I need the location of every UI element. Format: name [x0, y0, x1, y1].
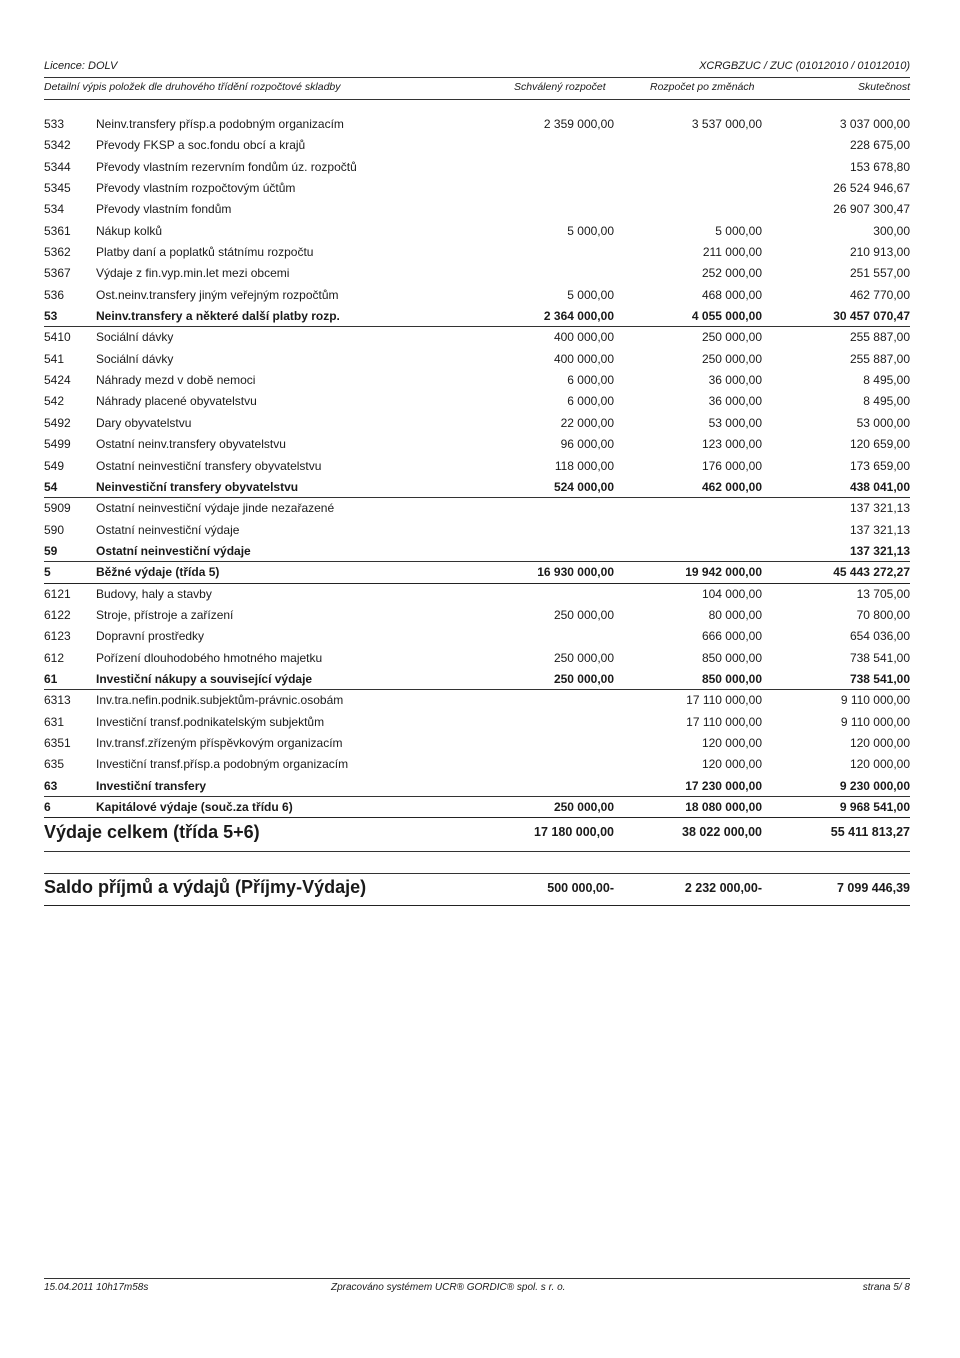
row-code: 6313: [44, 693, 71, 708]
row-name: Sociální dávky: [96, 330, 174, 345]
licence-label: Licence: DOLV: [44, 60, 118, 72]
row-name: Dary obyvatelstvu: [96, 415, 192, 430]
row-po-zmenach: 123 000,00: [701, 437, 762, 452]
row-schvaleny: 2 359 000,00: [543, 117, 614, 131]
row-name: Náhrady placené obyvatelstvu: [96, 394, 257, 409]
table-row: [44, 221, 910, 242]
row-skutecnost: 255 887,00: [849, 351, 910, 366]
row-po-zmenach: 17 230 000,00: [685, 778, 762, 793]
row-code: 5909: [44, 501, 71, 516]
row-name: Dopravní prostředky: [96, 629, 205, 644]
row-skutecnost: 228 675,00: [849, 138, 910, 153]
row-schvaleny: 16 930 000,00: [537, 565, 614, 580]
row-name: Ost.neinv.transfery jiným veřejným rozpočtům: [96, 287, 339, 302]
row-schvaleny: 250 000,00: [553, 607, 614, 622]
row-skutecnost: 45 443 272,27: [833, 565, 910, 580]
footer-timestamp: 15.04.2011 10h17m58s: [44, 1282, 149, 1293]
row-code: 549: [44, 458, 65, 473]
row-code: 541: [44, 351, 65, 366]
row-name: Ostatní neinvestiční transfery obyvatelstvu: [96, 458, 322, 473]
col-header-po-zmenach: Rozpočet po změnách: [650, 81, 755, 93]
row-name: Investiční transfery: [96, 778, 207, 793]
row-code: 5344: [44, 159, 71, 174]
row-code: 59: [44, 543, 58, 558]
row-skutecnost: 173 659,00: [849, 458, 910, 473]
table-row: [44, 797, 910, 818]
table-row: [44, 712, 910, 733]
row-code: 6351: [44, 735, 71, 750]
row-schvaleny: 250 000,00: [553, 671, 614, 686]
row-name: Neinv.transfery a některé další platby rozp.: [96, 309, 340, 324]
table-row: [44, 754, 910, 775]
report-header: [44, 60, 910, 76]
saldo-po-zmenach: 2 232 000,00-: [684, 881, 762, 895]
row-name: Platby daní a poplatků státnímu rozpočtu: [96, 245, 314, 260]
table-row: [44, 456, 910, 477]
row-name: Převody FKSP a soc.fondu obcí a krajů: [96, 138, 306, 153]
table-row: [44, 285, 910, 306]
row-name: Investiční nákupy a související výdaje: [96, 671, 313, 686]
row-schvaleny: 6 000,00: [567, 394, 614, 409]
row-code: 5367: [44, 266, 71, 281]
row-skutecnost: 8 495,00: [863, 373, 910, 388]
row-schvaleny: 5 000,00: [567, 223, 614, 238]
row-po-zmenach: 250 000,00: [701, 330, 762, 345]
row-code: 5499: [44, 437, 71, 452]
column-headers: [44, 81, 910, 97]
row-po-zmenach: 5 000,00: [715, 223, 762, 238]
row-name: Pořízení dlouhodobého hmotného majetku: [96, 650, 323, 665]
row-code: 53: [44, 309, 58, 324]
page-footer: [44, 1282, 910, 1296]
row-po-zmenach: 666 000,00: [701, 629, 762, 644]
row-name: Ostatní neinvestiční výdaje jinde nezařazené: [96, 501, 335, 516]
row-skutecnost: 9 110 000,00: [840, 693, 910, 708]
table-row: [44, 434, 910, 455]
row-skutecnost: 13 705,00: [856, 586, 910, 601]
row-name: Převody vlastním rozpočtovým účtům: [96, 181, 296, 196]
row-skutecnost: 120 000,00: [849, 757, 910, 772]
row-code: 631: [44, 714, 65, 729]
row-name: Nákup kolků: [96, 223, 163, 238]
row-po-zmenach: 850 000,00: [701, 650, 762, 665]
row-po-zmenach: 19 942 000,00: [685, 565, 762, 580]
row-name: Investiční transf.přísp.a podobným organizacím: [96, 757, 349, 772]
row-schvaleny: 250 000,00: [553, 650, 614, 665]
saldo-divider-bottom: [44, 905, 910, 906]
table-row: [44, 690, 910, 711]
row-name: Běžné výdaje (třída 5): [96, 565, 220, 580]
footer-system: Zpracováno systémem UCR® GORDIC® spol. s r. o.: [331, 1282, 566, 1293]
row-skutecnost: 3 037 000,00: [839, 117, 910, 131]
row-skutecnost: 26 524 946,67: [833, 181, 910, 196]
row-skutecnost: 137 321,13: [849, 501, 910, 516]
col-header-schvaleny: Schválený rozpočet: [514, 81, 606, 93]
row-name: Neinvestiční transfery obyvatelstvu: [96, 479, 299, 494]
header-divider: [44, 77, 910, 78]
row-skutecnost: 70 800,00: [856, 607, 910, 622]
row-po-zmenach: 3 537 000,00: [691, 117, 762, 131]
row-code: 5: [44, 565, 51, 580]
row-code: 6123: [44, 629, 71, 644]
row-name: Ostatní neinvestiční výdaje: [96, 543, 251, 558]
row-name: Náhrady mezd v době nemoci: [96, 373, 256, 388]
row-name: Kapitálové výdaje (souč.za třídu 6): [96, 800, 293, 814]
row-skutecnost: 137 321,13: [849, 522, 910, 537]
row-skutecnost: 120 000,00: [849, 735, 910, 750]
row-po-zmenach: 17 110 000,00: [686, 714, 762, 729]
row-name: Inv.tra.nefin.podnik.subjektům-právnic.osobám: [96, 693, 344, 708]
row-po-zmenach: 36 000,00: [708, 373, 762, 388]
row-po-zmenach: 211 000,00: [702, 245, 762, 260]
row-skutecnost: 251 557,00: [849, 266, 910, 281]
row-skutecnost: 9 230 000,00: [839, 778, 910, 793]
row-code: 533: [44, 117, 65, 131]
saldo-schvaleny: 500 000,00-: [547, 881, 614, 895]
row-skutecnost: 738 541,00: [849, 650, 910, 665]
table-row: [44, 498, 910, 519]
row-skutecnost: 53 000,00: [856, 415, 910, 430]
row-name: Převody vlastním rezervním fondům úz. rozpočtů: [96, 159, 357, 174]
row-name: Ostatní neinv.transfery obyvatelstvu: [96, 437, 286, 452]
table-row: [44, 733, 910, 754]
row-skutecnost: 120 659,00: [849, 437, 910, 452]
table-row: [44, 327, 910, 348]
table-row: [44, 541, 910, 562]
column-header-divider: [44, 99, 910, 100]
table-row: [44, 605, 910, 626]
col-header-skutecnost: Skutečnost: [858, 81, 910, 93]
total-po-zmenach: 38 022 000,00: [682, 825, 762, 839]
row-schvaleny: 118 000,00: [554, 458, 614, 473]
row-name: Inv.transf.zřízeným příspěvkovým organizacím: [96, 735, 343, 750]
row-po-zmenach: 4 055 000,00: [691, 309, 762, 324]
table-row: [44, 178, 910, 199]
saldo-row: [44, 877, 910, 903]
row-po-zmenach: 17 110 000,00: [686, 693, 762, 708]
row-po-zmenach: 104 000,00: [701, 586, 762, 601]
total-label: Výdaje celkem (třída 5+6): [44, 822, 260, 842]
saldo-skutecnost: 7 099 446,39: [837, 881, 910, 895]
row-code: 635: [44, 757, 65, 772]
table-row: [44, 626, 910, 647]
row-skutecnost: 210 913,00: [849, 245, 910, 260]
row-code: 6121: [44, 586, 71, 601]
table-row: [44, 157, 910, 178]
row-code: 542: [44, 394, 65, 409]
table-row: [44, 477, 910, 498]
row-po-zmenach: 120 000,00: [701, 757, 762, 772]
row-name: Neinv.transfery přísp.a podobným organizacím: [96, 117, 344, 131]
row-po-zmenach: 120 000,00: [701, 735, 762, 750]
row-skutecnost: 654 036,00: [849, 629, 910, 644]
table-row: [44, 306, 910, 327]
row-code: 5492: [44, 415, 71, 430]
row-po-zmenach: 36 000,00: [708, 394, 762, 409]
row-name: Ostatní neinvestiční výdaje: [96, 522, 240, 537]
row-skutecnost: 8 495,00: [863, 394, 910, 409]
report-subtitle: Detailní výpis položek dle druhového třídění rozpočtové skladby: [44, 81, 341, 93]
budget-table: [44, 114, 910, 818]
row-name: Výdaje z fin.vyp.min.let mezi obcemi: [96, 266, 290, 281]
table-row: [44, 114, 910, 135]
row-po-zmenach: 250 000,00: [701, 351, 762, 366]
row-name: Sociální dávky: [96, 351, 174, 366]
row-code: 5342: [44, 138, 71, 153]
row-schvaleny: 400 000,00: [553, 351, 614, 366]
row-code: 536: [44, 287, 65, 302]
footer-divider: [44, 1278, 910, 1279]
row-schvaleny: 400 000,00: [553, 330, 614, 345]
row-schvaleny: 2 364 000,00: [543, 309, 614, 324]
row-skutecnost: 153 678,80: [849, 159, 910, 174]
row-name: Stroje, přístroje a zařízení: [96, 607, 234, 622]
row-schvaleny: 22 000,00: [560, 415, 614, 430]
row-code: 5424: [44, 373, 71, 388]
saldo-divider-top: [44, 873, 910, 874]
row-code: 6122: [44, 607, 71, 622]
table-row: [44, 669, 910, 690]
row-code: 54: [44, 479, 58, 494]
row-code: 5345: [44, 181, 71, 196]
total-skutecnost: 55 411 813,27: [830, 825, 910, 839]
row-name: Převody vlastním fondům: [96, 202, 232, 217]
row-code: 6: [44, 800, 51, 814]
row-po-zmenach: 462 000,00: [701, 479, 762, 494]
table-row: [44, 520, 910, 541]
report-code: XCRGBZUC / ZUC (01012010 / 01012010): [699, 60, 910, 72]
row-skutecnost: 137 321,13: [849, 543, 910, 558]
row-skutecnost: 738 541,00: [849, 671, 910, 686]
row-code: 590: [44, 522, 65, 537]
row-code: 5410: [44, 330, 71, 345]
row-schvaleny: 5 000,00: [567, 287, 614, 302]
table-row: [44, 349, 910, 370]
row-schvaleny: 96 000,00: [560, 437, 614, 452]
saldo-label: Saldo příjmů a výdajů (Příjmy-Výdaje): [44, 877, 367, 897]
row-code: 63: [44, 778, 58, 793]
table-row: [44, 391, 910, 412]
row-code: 5362: [44, 245, 71, 260]
row-po-zmenach: 850 000,00: [701, 671, 762, 686]
row-skutecnost: 462 770,00: [849, 287, 910, 302]
table-row: [44, 648, 910, 669]
row-code: 612: [44, 650, 65, 665]
row-po-zmenach: 18 080 000,00: [685, 800, 762, 814]
total-row: [44, 822, 910, 848]
total-schvaleny: 17 180 000,00: [534, 825, 614, 839]
row-po-zmenach: 53 000,00: [708, 415, 762, 430]
table-row: [44, 242, 910, 263]
row-po-zmenach: 252 000,00: [701, 266, 762, 281]
row-code: 61: [44, 671, 58, 686]
row-schvaleny: 6 000,00: [567, 373, 614, 388]
row-skutecnost: 26 907 300,47: [833, 202, 910, 217]
row-skutecnost: 30 457 070,47: [833, 309, 910, 324]
row-skutecnost: 9 968 541,00: [839, 800, 910, 814]
row-name: Budovy, haly a stavby: [96, 586, 212, 601]
table-row: [44, 413, 910, 434]
table-row: [44, 370, 910, 391]
row-po-zmenach: 80 000,00: [708, 607, 762, 622]
row-skutecnost: 9 110 000,00: [840, 714, 910, 729]
row-schvaleny: 250 000,00: [553, 800, 614, 814]
total-divider: [44, 851, 910, 852]
table-row: [44, 135, 910, 156]
row-schvaleny: 524 000,00: [553, 479, 614, 494]
row-skutecnost: 300,00: [873, 223, 910, 238]
table-row: [44, 199, 910, 220]
table-row: [44, 263, 910, 284]
table-row: [44, 562, 910, 583]
row-skutecnost: 255 887,00: [849, 330, 910, 345]
row-po-zmenach: 468 000,00: [701, 287, 762, 302]
row-name: Investiční transf.podnikatelským subjektům: [96, 714, 325, 729]
table-row: [44, 776, 910, 797]
row-code: 5361: [44, 223, 71, 238]
row-skutecnost: 438 041,00: [849, 479, 910, 494]
row-po-zmenach: 176 000,00: [701, 458, 762, 473]
footer-page-number: strana 5/ 8: [862, 1282, 910, 1293]
row-code: 534: [44, 202, 65, 217]
table-row: [44, 584, 910, 605]
